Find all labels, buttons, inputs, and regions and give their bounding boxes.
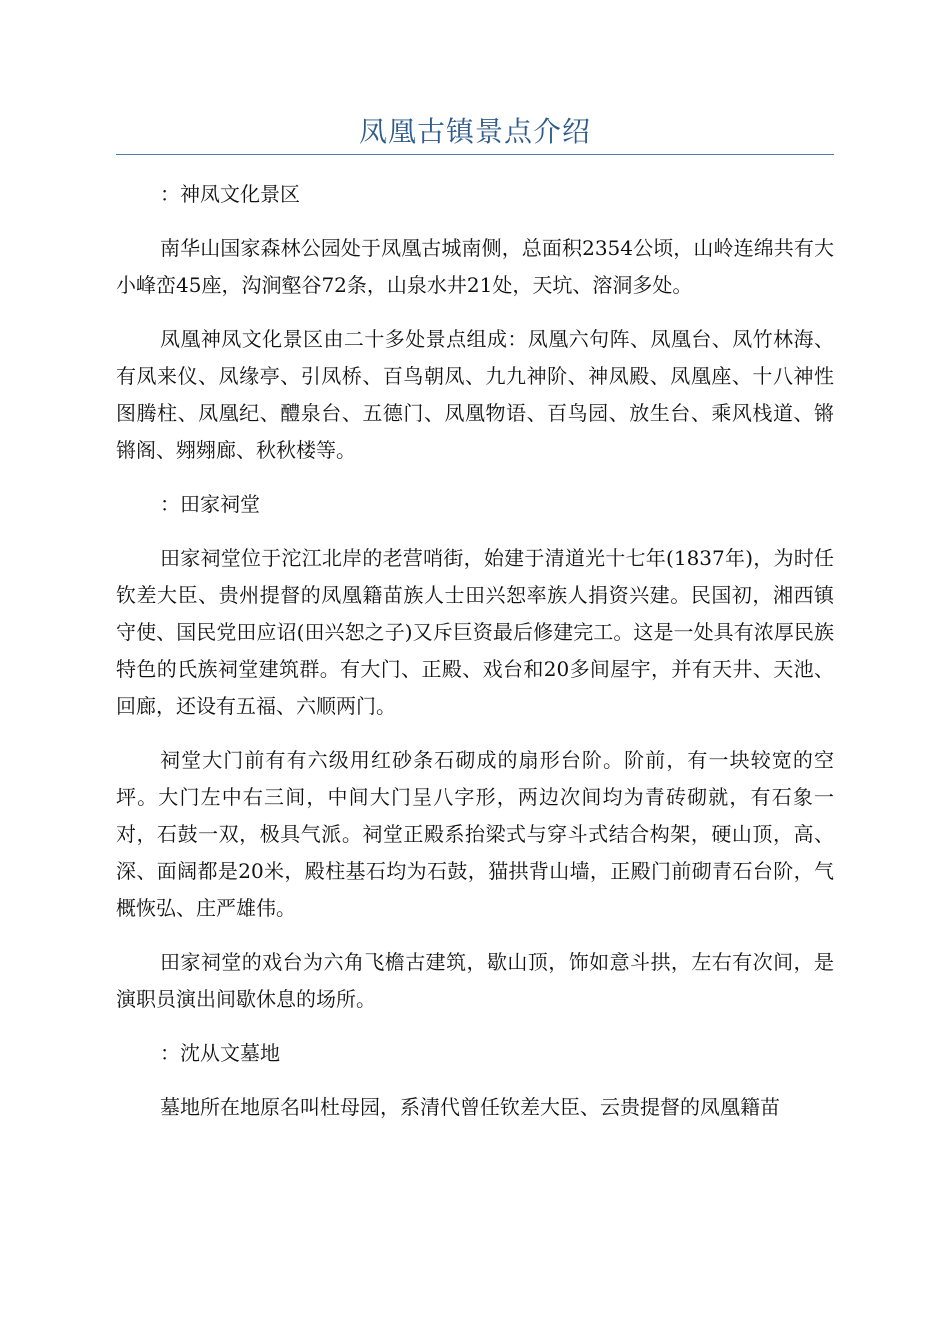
paragraph-shenfeng-spots: 凤凰神凤文化景区由二十多处景点组成：凤凰六句阵、凤凰台、凤竹林海、有凤来仪、凤缘亭、引凤桥、百鸟朝凤、九九神阶、神凤殿、凤凰座、十八神性图腾柱、凤凰纪、醴泉台、五德门、凤凰物语、百鸟园、放生台、乘风栈道、锵锵阁、翙翙廊、秋秋楼等。 xyxy=(116,327,834,462)
paragraph-nanhuashan: 南华山国家森林公园处于凤凰古城南侧，总面积2354公顷，山岭连绵共有大小峰峦45座，沟涧壑谷72条，山泉水井21处，天坑、溶洞多处。 xyxy=(116,236,834,297)
paragraph-citang-history: 田家祠堂位于沱江北岸的老营哨街，始建于清道光十七年(1837年)，为时任钦差大臣、贵州提督的凤凰籍苗族人士田兴恕率族人捐资兴建。民国初，湘西镇守使、国民党田应诏(田兴恕之子)又斥巨资最后修建完工。这是一处具有浓厚民族特色的氏族祠堂建筑群。有大门、正殿、戏台和20多间屋宇，并有天井、天池、回廊，还设有五福、六顺两门。 xyxy=(116,546,834,718)
section-heading-shencongwen-tomb: ：沈从文墓地 xyxy=(160,1041,280,1065)
section-heading-shenfeng: ：神凤文化景区 xyxy=(160,182,300,206)
paragraph-citang-stage: 田家祠堂的戏台为六角飞檐古建筑，歇山顶，饰如意斗拱，左右有次间，是演职员演出间歇休息的场所。 xyxy=(116,950,834,1011)
document-title: 凤凰古镇景点介绍 xyxy=(358,115,591,148)
paragraph-tomb: 墓地所在地原名叫杜母园，系清代曾任钦差大臣、云贵提督的凤凰籍苗 xyxy=(160,1095,780,1119)
title-underline xyxy=(116,154,834,155)
paragraph-citang-gate: 祠堂大门前有有六级用红砂条石砌成的扇形台阶。阶前，有一块较宽的空坪。大门左中右三间，中间大门呈八字形，两边次间均为青砖砌就，有石象一对，石鼓一双，极具气派。祠堂正殿系抬梁式与穿斗式结合构架，硬山顶，高、深、面阔都是20米，殿柱基石均为石鼓，猫拱背山墙，正殿门前砌青石台阶，气概恢弘、庄严雄伟。 xyxy=(116,748,834,920)
section-heading-tianjia-citang: ：田家祠堂 xyxy=(160,492,260,516)
document-body xyxy=(116,176,834,1143)
